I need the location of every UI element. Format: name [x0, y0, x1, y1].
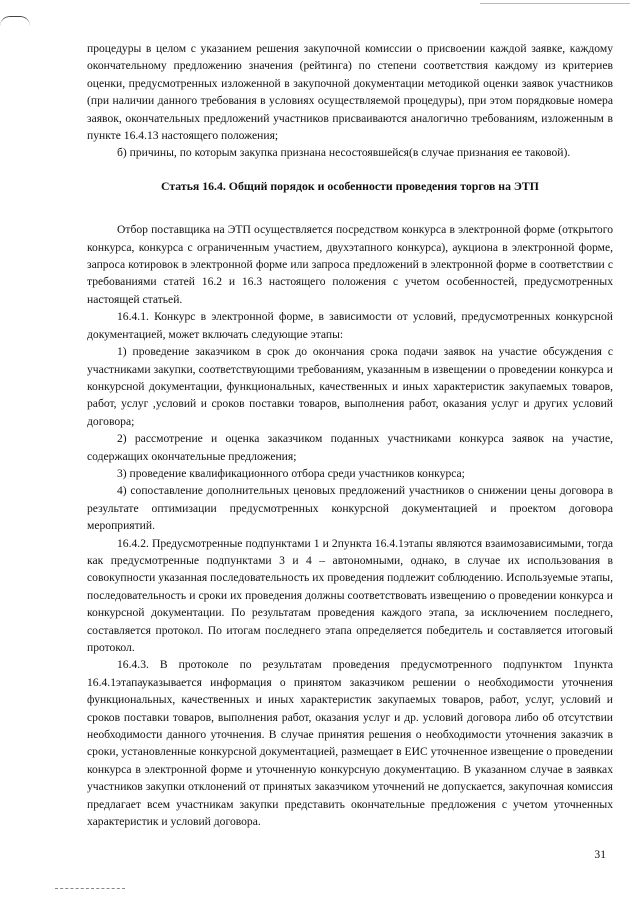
paragraph-16-4-3: 16.4.3. В протоколе по результатам проведения предусмотренного подпунктом 1пункта 16.4.1этапауказывается информация о принятом заказчиком решении о необходимости уточнения функциональных, качественных и иных характеристик закупаемых товаров, работ, услуг, условий и сроков поставки товаров, выполнения работ, оказания услуг и др. условий договора либо об отсутствии необходимости данного уточнения. В случае принятия решения о необходимости уточнения заказчик в сроки, установленные конкурсной документацией, размещает в ЕИС уточненное извещение о проведении конкурса в электронной форме и уточненную конкурсную документацию. В указанном случае в заявках участников закупки отклонений от принятых заказчиком уточнений не допускается, закупочная комиссия предлагает всем участникам закупки представить окончательные предложения с учетом уточненных характеристик и условий договора. — [87, 658, 613, 829]
paragraph-intro: Отбор поставщика на ЭТП осуществляется посредством конкурса в электронной форме (открытого конкурса, конкурса с ограниченным участием, двухэтапного конкурса), аукциона в электронной форме, запроса котировок в электронной форме или запроса предложений в электронной форме в соответствии с требованиями статей 16.2 и 16.3 настоящего положения с учетом особенностей, предусмотренных настоящей статьей. — [87, 223, 613, 306]
paragraph-stage-2: 2) рассмотрение и оценка заказчиком поданных участниками конкурса заявок на участие, содержащих окончательные предложения; — [87, 432, 613, 463]
paragraph-16-4-1: 16.4.1. Конкурс в электронной форме, в зависимости от условий, предусмотренных конкурсной документацией, может включать следующие этапы: — [87, 310, 613, 341]
scan-artifact-corner — [0, 16, 30, 31]
paragraph-item-b: б) причины, по которым закупка признана несостоявшейся(в случае признания ее таковой). — [117, 146, 571, 160]
paragraph-stage-1: 1) проведение заказчиком в срок до окончания срока подачи заявок на участие обсуждения с участниками закупки, соответствующими требованиям, указанным в извещении о проведении конкурса и конкурсной документации, функциональных, качественных и иных характеристик закупаемых товаров, работ, услуг ,условий и сроков поставки товаров, выполнения работ, оказания услуг и других условий договора; — [87, 345, 613, 428]
scan-artifact-footer — [55, 888, 125, 889]
document-body — [87, 40, 613, 830]
page-number: 31 — [594, 848, 606, 861]
paragraph-stage-4: 4) сопоставление дополнительных ценовых предложений участников о снижении цены договора в результате оптимизации предусмотренных конкурсной документацией и проектом договора мероприятий. — [87, 484, 613, 533]
article-heading: Статья 16.4. Общий порядок и особенности проведения торгов на ЭТП — [161, 178, 539, 193]
scan-artifact-line — [480, 3, 630, 4]
paragraph-stage-3: 3) проведение квалификационного отбора среди участников конкурса; — [117, 466, 465, 480]
paragraph-16-4-2: 16.4.2. Предусмотренные подпунктами 1 и 2пункта 16.4.1этапы являются взаимозависимыми, тогда как предусмотренные подпунктами 3 и 4 – автономными, однако, в случае их использования в совокупности указанная последовательность их проведения подлежит соблюдению. Используемые этапы, последовательность и сроки их проведения должны соответствовать извещению о проведении конкурса и конкурсной документации. По результатам проведения каждого этапа, за исключением последнего, составляется протокол. По итогам последнего этапа определяется победитель и составляется итоговый протокол. — [87, 536, 613, 654]
paragraph-continued: процедуры в целом с указанием решения закупочной комиссии о присвоении каждой заявке, каждому окончательному предложению значения (рейтинга) по степени соответствия каждому из критериев оценки, предусмотренных изложенной в закупочной документации методикой оценки заявок участников (при наличии данного требования в условиях осуществляемой процедуры), при этом порядковые номера заявок, окончательных предложений участников присваиваются аналогично требованиям, изложенным в пункте 16.4.13 настоящего положения; — [87, 42, 613, 143]
